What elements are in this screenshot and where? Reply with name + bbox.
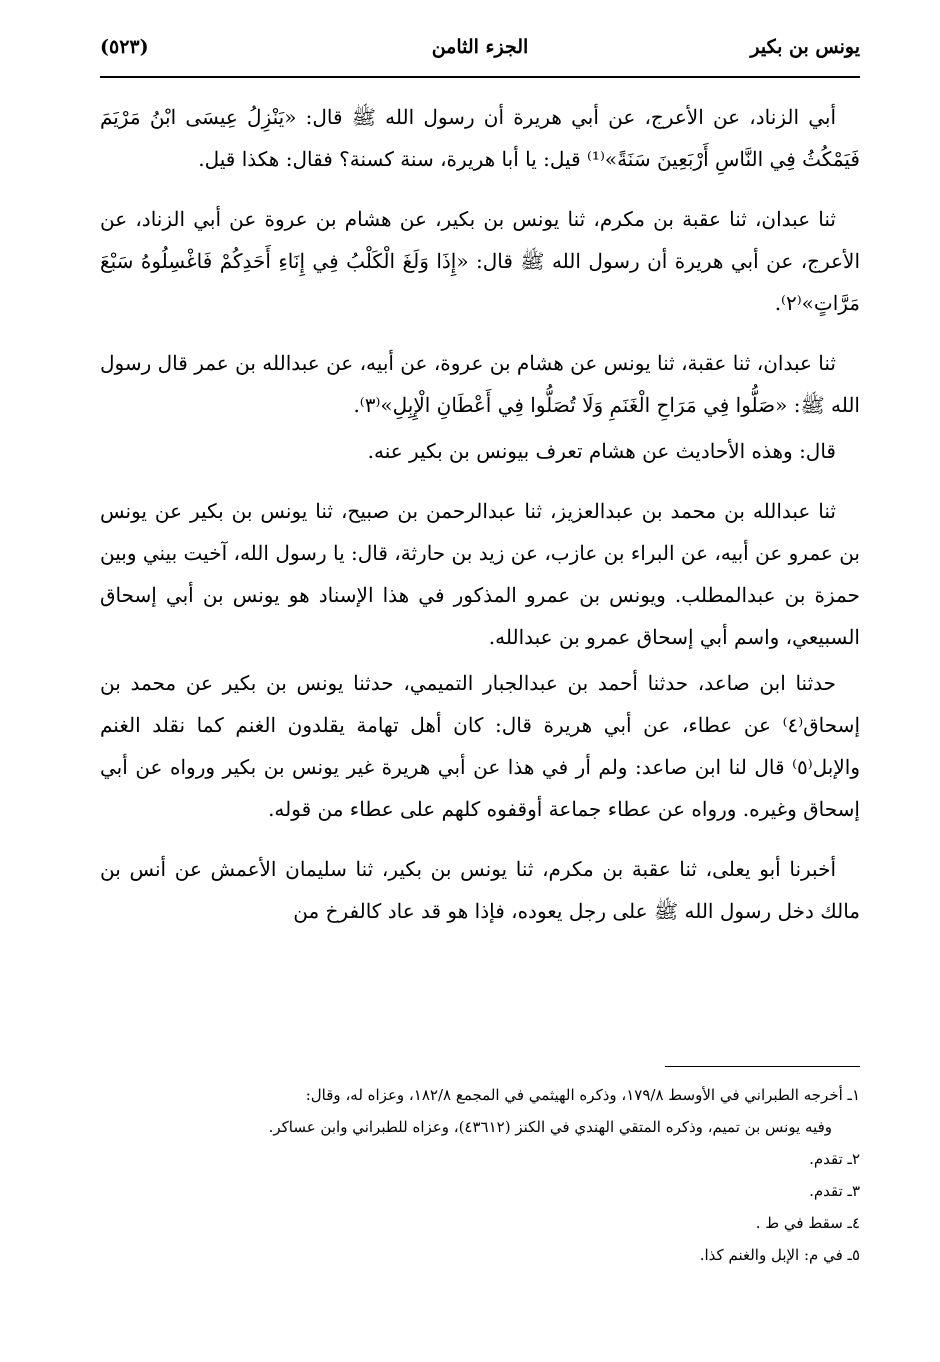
volume-title: الجزء الثامن [431, 36, 529, 58]
main-text [100, 96, 860, 950]
paragraph-1: أبي الزناد، عن الأعرج، عن أبي هريرة أن رسول الله ﷺ قال: «يَنْزِلُ عِيسَى ابْنُ مَرْيَمَ فَيَمْكُثُ فِي النَّاسِ أَرْبَعِينَ سَنَةً»⁽¹⁾ قيل: يا أبا هريرة، سنة كسنة؟ فقال: هكذا قيل. [100, 105, 860, 171]
paragraph-7: أخبرنا أبو يعلى، ثنا عقبة بن مكرم، ثنا يونس بن بكير، ثنا سليمان الأعمش عن أنس بن مالك دخل رسول الله ﷺ على رجل يعوده، فإذا هو قد عاد كالفرخ من [100, 857, 860, 923]
header-rule [100, 76, 860, 78]
footnote-3: ٣ـ تقدم. [809, 1182, 860, 1200]
paragraph-2: ثنا عبدان، ثنا عقبة بن مكرم، ثنا يونس بن بكير، عن هشام بن عروة عن أبي الزناد، عن الأعرج، عن أبي هريرة أن رسول الله ﷺ قال: «إِذَا وَلَغَ الْكَلْبُ فِي إِنَاءِ أَحَدِكُمْ فَاغْسِلُوهُ سَبْعَ مَرَّاتٍ»⁽٢⁾. [100, 207, 860, 315]
footnote-1: ١ـ أخرجه الطبراني في الأوسط ١٧٩/٨، وذكره الهيثمي في المجمع ١٨٢/٨، وعزاه له، وقال: [305, 1086, 860, 1104]
footnote-2: ٢ـ تقدم. [809, 1150, 860, 1168]
running-title: يونس بن بكير [750, 36, 860, 58]
paragraph-5: ثنا عبدالله بن محمد بن عبدالعزيز، ثنا عبدالرحمن بن صبيح، ثنا يونس بن بكير عن يونس بن عمرو عن أبيه، عن البراء بن عازب، عن زيد بن حارثة، قال: يا رسول الله، آخيت بيني وبين حمزة بن عبدالمطلب. ويونس بن عمرو المذكور في هذا الإسناد هو يونس بن أبي إسحاق السبيعي، واسم أبي إسحاق عمرو بن عبدالله. [100, 499, 860, 649]
paragraph-3: ثنا عبدان، ثنا عقبة، ثنا يونس عن هشام بن عروة، عن أبيه، عن عبدالله بن عمر قال رسول الله ﷺ: «صَلُّوا فِي مَرَاحِ الْغَنَمِ وَلَا تُصَلُّوا فِي أَعْطَانِ الْإِبِلِ»⁽٣⁾. [100, 351, 860, 417]
footnote-1-continuation: وفيه يونس بن تميم، وذكره المتقي الهندي في الكنز (٤٣٦١٢)، وعزاه للطبراني وابن عساكر. [268, 1118, 832, 1136]
footnotes [100, 1080, 860, 1272]
footnote-4: ٤ـ سقط في ط . [755, 1214, 860, 1232]
page-header [100, 28, 860, 64]
footnote-rule [665, 1066, 860, 1067]
footnote-5: ٥ـ في م: الإبل والغنم كذا. [699, 1246, 860, 1264]
paragraph-4: قال: وهذه الأحاديث عن هشام تعرف بيونس بن بكير عنه. [367, 439, 836, 463]
page-number: (٥٢٣) [100, 36, 149, 58]
paragraph-6: حدثنا ابن صاعد، حدثنا أحمد بن عبدالجبار التميمي، حدثنا يونس بن بكير عن محمد بن إسحاق⁽٤⁾ عن عطاء، عن أبي هريرة قال: كان أهل تهامة يقلدون الغنم كما نقلد الغنم والإبل⁽٥⁾ قال لنا ابن صاعد: ولم أر في هذا عن أبي هريرة غير يونس بن بكير ورواه عن أبي إسحاق وغيره. ورواه عن عطاء جماعة أوقفوه كلهم على عطاء من قوله. [100, 671, 860, 821]
